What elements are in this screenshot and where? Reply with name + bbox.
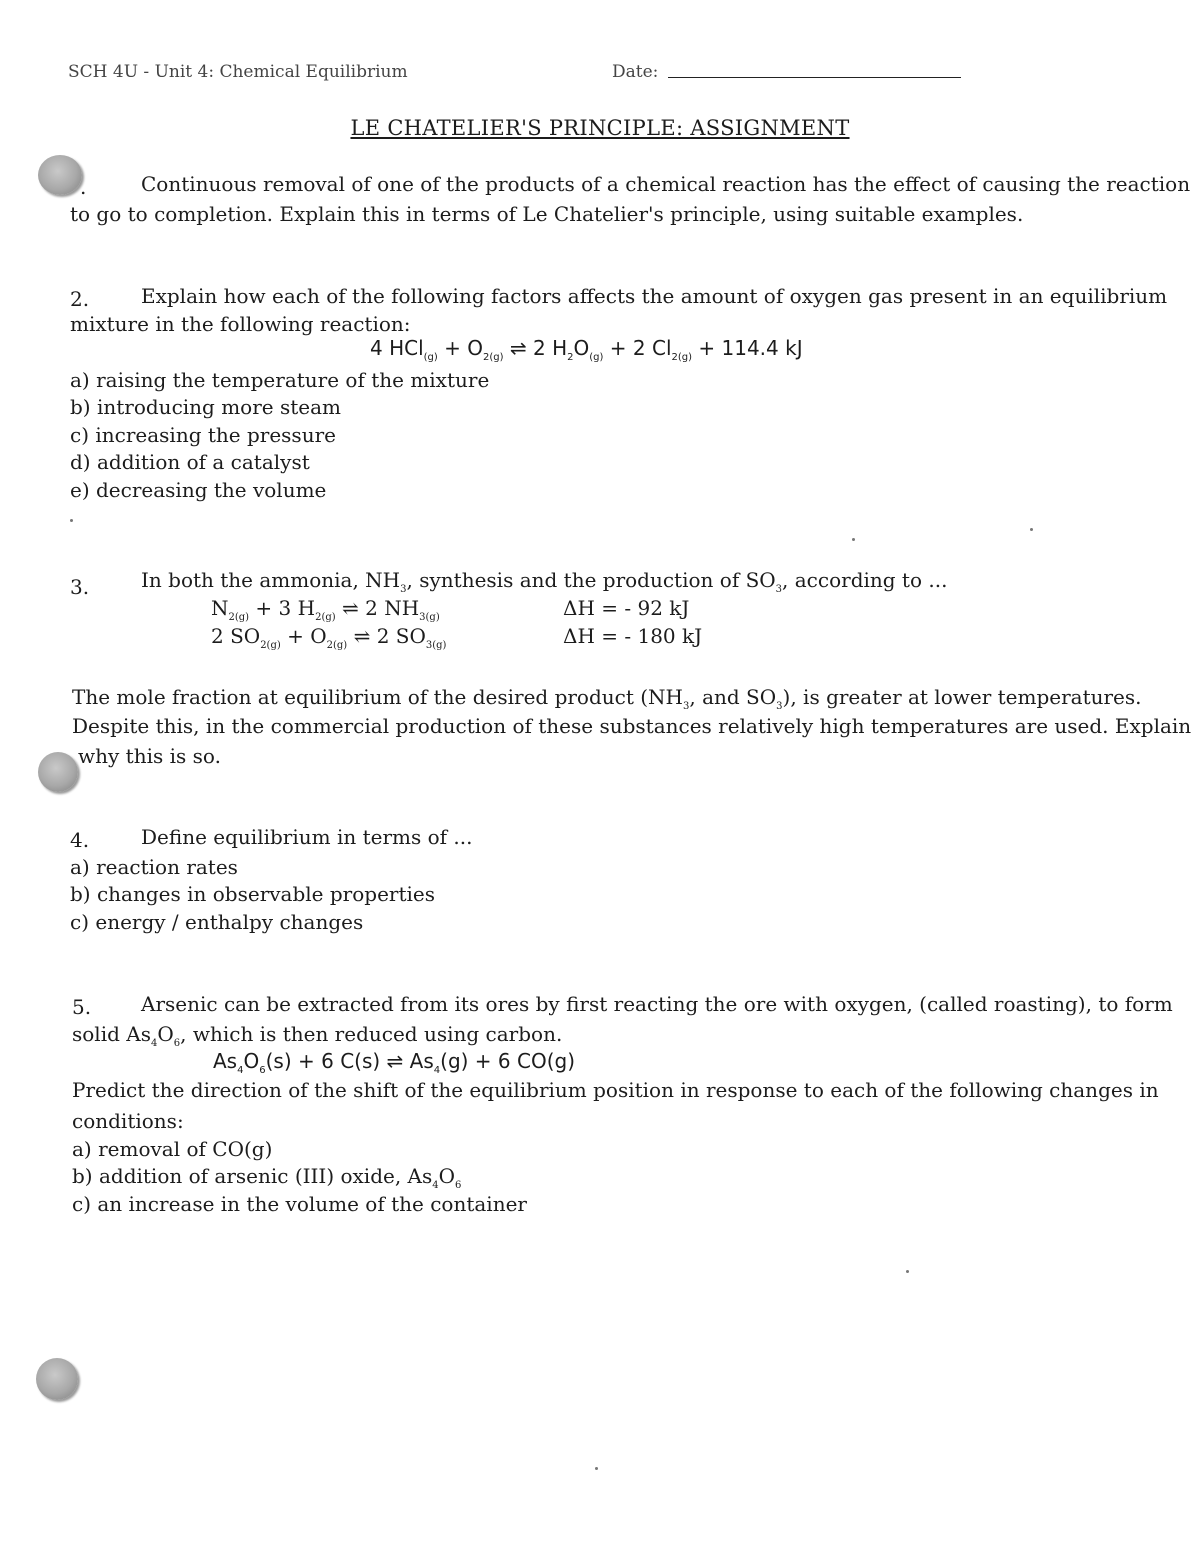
subscript: 6 bbox=[173, 1038, 181, 1049]
q5-item-text: b) addition of arsenic (III) oxide, As bbox=[72, 1164, 433, 1188]
q4-number: 4. bbox=[70, 828, 90, 852]
q5-text: solid As bbox=[72, 1022, 151, 1046]
q5-line4: conditions: bbox=[72, 1109, 184, 1133]
course-header: SCH 4U - Unit 4: Chemical Equilibrium bbox=[68, 62, 408, 82]
eq-subscript: 2(g) bbox=[326, 640, 348, 651]
q3-dh-2: ΔH = - 180 kJ bbox=[563, 624, 703, 648]
eq-term: As bbox=[213, 1049, 238, 1073]
q2-number: 2. bbox=[70, 287, 90, 311]
punch-hole-bottom bbox=[36, 1358, 78, 1400]
eq-term: 4 HCl bbox=[370, 336, 424, 360]
q4-intro: Define equilibrium in terms of ... bbox=[141, 825, 473, 849]
eq-subscript: 2(g) bbox=[483, 352, 504, 363]
eq-subscript: 4 bbox=[237, 1065, 244, 1076]
q2-item-c: c) increasing the pressure bbox=[70, 423, 336, 447]
subscript: 3 bbox=[776, 701, 783, 712]
q4-item-a: a) reaction rates bbox=[70, 855, 238, 879]
q5-text: O bbox=[157, 1022, 174, 1046]
q3-equation-2 bbox=[211, 622, 446, 660]
q5-item-a: a) removal of CO(g) bbox=[72, 1137, 273, 1161]
eq-term: (s) + 6 C(s) ⇌ As bbox=[265, 1049, 434, 1073]
q2-item-a: a) raising the temperature of the mixture bbox=[70, 368, 490, 392]
eq-arrow: ⇌ 2 NH bbox=[335, 596, 420, 620]
eq-subscript: 2(g) bbox=[260, 640, 281, 651]
eq-subscript: 2 bbox=[567, 352, 574, 363]
q1-line2: to go to completion. Explain this in terms of Le Chatelier's principle, using suitable examples. bbox=[70, 202, 1024, 226]
eq-term: + 3 H bbox=[249, 596, 316, 620]
subscript: 4 bbox=[432, 1180, 439, 1191]
page-title: LE CHATELIER'S PRINCIPLE: ASSIGNMENT bbox=[350, 116, 850, 140]
q5-item-c: c) an increase in the volume of the container bbox=[72, 1192, 527, 1216]
q3-para-text: The mole fraction at equilibrium of the desired product (NH bbox=[72, 685, 683, 709]
date-field[interactable] bbox=[668, 77, 961, 78]
subscript: 3 bbox=[400, 584, 407, 595]
q4-item-b: b) changes in observable properties bbox=[70, 882, 435, 906]
eq-subscript: (g) bbox=[423, 352, 438, 363]
eq-subscript: 6 bbox=[259, 1065, 266, 1076]
subscript: 3 bbox=[775, 584, 783, 595]
punch-hole-top bbox=[38, 155, 82, 195]
q1-number: . bbox=[80, 175, 87, 199]
eq-subscript: 2(g) bbox=[671, 352, 693, 363]
date-label: Date: bbox=[612, 62, 659, 82]
scan-speck bbox=[1030, 528, 1033, 531]
eq-term: 2 H bbox=[533, 336, 568, 360]
scan-speck bbox=[595, 1467, 598, 1470]
eq-subscript: 4 bbox=[433, 1065, 441, 1076]
q3-dh-1: ΔH = - 92 kJ bbox=[563, 596, 690, 620]
q5-line1: Arsenic can be extracted from its ores by first reacting the ore with oxygen, (called roasting), to form bbox=[141, 992, 1173, 1016]
q2-item-e: e) decreasing the volume bbox=[70, 478, 327, 502]
q5-number: 5. bbox=[72, 995, 92, 1019]
scan-speck bbox=[70, 519, 73, 522]
eq-subscript: 2(g) bbox=[228, 612, 250, 623]
q3-intro-text: , according to ... bbox=[782, 568, 948, 592]
eq-subscript: (g) bbox=[589, 352, 604, 363]
eq-term: O bbox=[243, 1049, 260, 1073]
q2-line2: mixture in the following reaction: bbox=[70, 312, 411, 336]
q5-equation bbox=[213, 1049, 575, 1076]
subscript: 6 bbox=[455, 1180, 462, 1191]
scan-speck bbox=[906, 1270, 909, 1273]
eq-energy: + 114.4 kJ bbox=[692, 336, 803, 360]
subscript: 4 bbox=[150, 1038, 158, 1049]
q2-item-b: b) introducing more steam bbox=[70, 395, 341, 419]
q3-para-text: , and SO bbox=[689, 685, 777, 709]
eq-subscript: 3(g) bbox=[419, 612, 440, 623]
q3-intro-text: , synthesis and the production of SO bbox=[406, 568, 776, 592]
q3-para-line3: why this is so. bbox=[78, 744, 221, 768]
q3-para-line2: Despite this, in the commercial production of these substances relatively high temperatures are used. Explain bbox=[72, 714, 1192, 738]
punch-hole-middle bbox=[38, 752, 78, 792]
eq-subscript: 2(g) bbox=[315, 612, 336, 623]
q3-para-text: ), is greater at lower temperatures. bbox=[782, 685, 1142, 709]
eq-term: O bbox=[573, 336, 590, 360]
eq-term: 2 SO bbox=[211, 624, 261, 648]
q5-text: , which is then reduced using carbon. bbox=[180, 1022, 563, 1046]
scan-speck bbox=[852, 538, 855, 541]
eq-term: + O bbox=[280, 624, 327, 648]
eq-arrow: ⇌ 2 SO bbox=[347, 624, 426, 648]
q2-equation bbox=[370, 336, 803, 363]
q4-item-c: c) energy / enthalpy changes bbox=[70, 910, 364, 934]
q3-number: 3. bbox=[70, 575, 90, 599]
q5-line3: Predict the direction of the shift of the equilibrium position in response to each of the following changes in bbox=[72, 1078, 1159, 1102]
eq-term: + 2 Cl bbox=[603, 336, 672, 360]
eq-term: + O bbox=[437, 336, 484, 360]
eq-subscript: 3(g) bbox=[425, 640, 447, 651]
q2-item-d: d) addition of a catalyst bbox=[70, 450, 310, 474]
eq-term: N bbox=[211, 596, 229, 620]
q2-line1: Explain how each of the following factors affects the amount of oxygen gas present in an equilibrium bbox=[141, 284, 1168, 308]
q1-line1: Continuous removal of one of the products of a chemical reaction has the effect of causing the reaction bbox=[141, 172, 1191, 196]
q3-intro-text: In both the ammonia, NH bbox=[141, 568, 401, 592]
subscript: 3 bbox=[683, 701, 690, 712]
q5-item-text: O bbox=[438, 1164, 456, 1188]
eq-term: (g) + 6 CO(g) bbox=[440, 1049, 576, 1073]
eq-arrow: ⇌ bbox=[503, 336, 534, 360]
